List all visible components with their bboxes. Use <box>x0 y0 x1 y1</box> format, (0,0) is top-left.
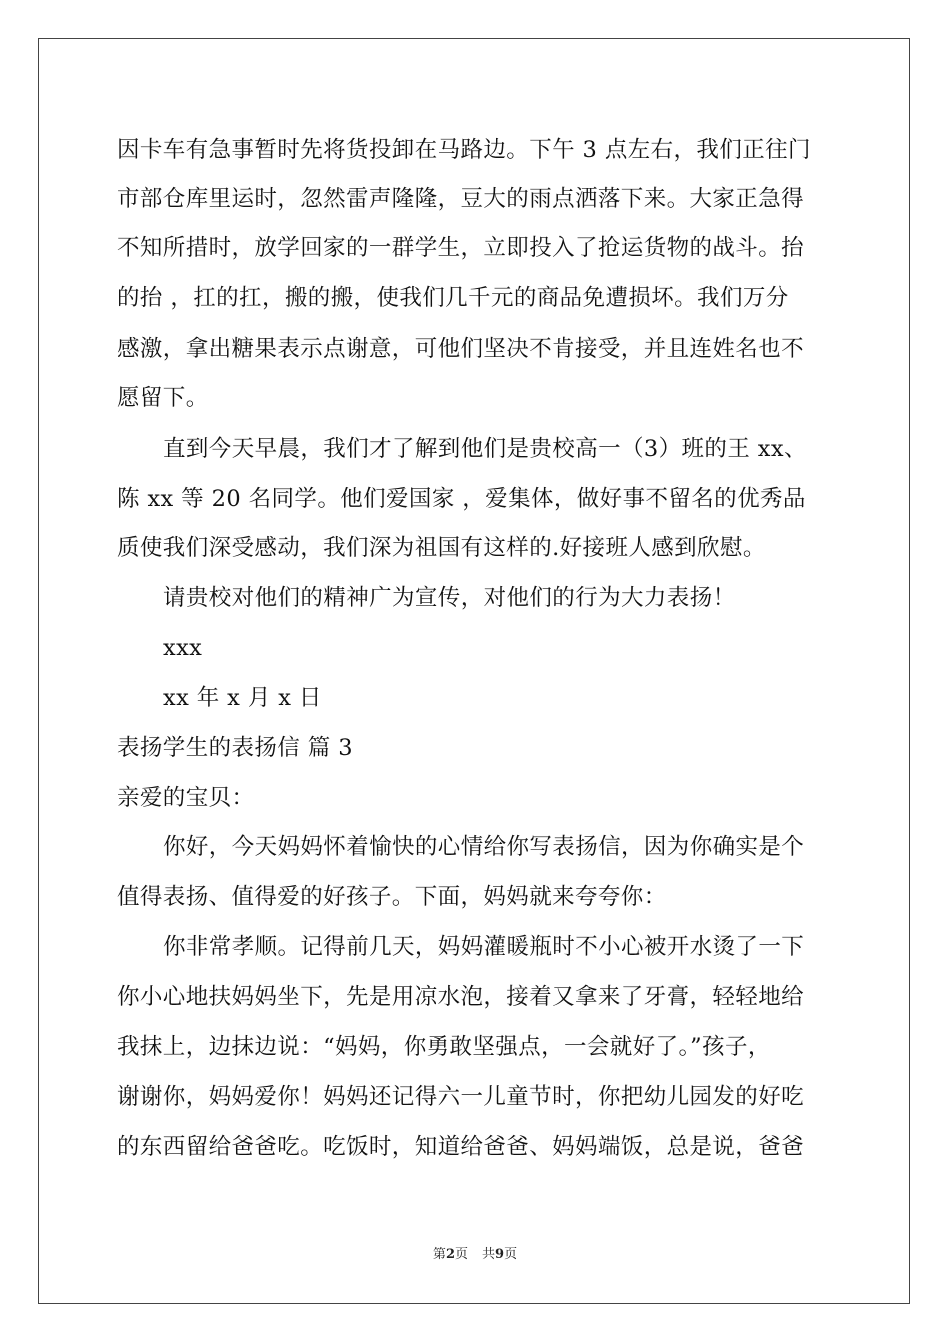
paragraph-start: 你好，今天妈妈怀着愉快的心情给你写表扬信，因为你确实是个 <box>163 834 805 860</box>
text-line: 不知所措时，放学回家的一群学生，立即投入了抢运货物的战斗。抬 <box>117 235 805 261</box>
total-page-number: 9 <box>495 1247 505 1262</box>
text-line: 值得表扬、值得爱的好孩子。下面，妈妈就来夸夸你： <box>117 884 667 910</box>
text-line: 的抬 ，扛的扛，搬的搬，使我们几千元的商品免遭损坏。我们万分 <box>117 285 789 311</box>
signature: xxx <box>163 635 203 661</box>
text-line: 我抹上，边抹边说：“妈妈，你勇敢坚强点，一会就好了。”孩子， <box>117 1034 771 1060</box>
paragraph-start: 你非常孝顺。记得前几天，妈妈灌暖瓶时不小心被开水烫了一下 <box>163 934 805 960</box>
text-line: 的东西留给爸爸吃。吃饭时，知道给爸爸、妈妈端饭，总是说，爸爸 <box>117 1134 805 1160</box>
text-line: 因卡车有急事暂时先将货投卸在马路边。下午 3 点左右，我们正往门 <box>117 137 811 163</box>
current-page-number: 2 <box>445 1247 455 1262</box>
total-suffix: 页 <box>504 1247 518 1262</box>
text-line: 你小心地扶妈妈坐下，先是用凉水泡，接着又拿来了牙膏，轻轻地给 <box>117 984 805 1010</box>
text-line: 市部仓库里运时，忽然雷声隆隆，豆大的雨点洒落下来。大家正急得 <box>117 186 805 212</box>
text-line: 愿留下。 <box>117 385 209 411</box>
total-prefix: 共 <box>482 1247 496 1262</box>
text-line: 质使我们深受感动，我们深为祖国有这样的.好接班人感到欣慰。 <box>117 535 766 561</box>
page-prefix: 第 <box>432 1247 446 1262</box>
text-line: 陈 xx 等 20 名同学。他们爱国家 ，爱集体，做好事不留名的优秀品 <box>117 486 806 512</box>
text-line: 感激，拿出糖果表示点谢意，可他们坚决不肯接受，并且连姓名也不 <box>117 336 805 362</box>
date-line: xx 年 x 月 x 日 <box>163 685 322 711</box>
paragraph-start: 请贵校对他们的精神广为宣传，对他们的行为大力表扬！ <box>163 585 736 611</box>
page-footer <box>0 1246 950 1264</box>
page-suffix: 页 <box>454 1247 468 1262</box>
section-heading: 表扬学生的表扬信 篇 3 <box>117 735 353 761</box>
paragraph-start: 直到今天早晨，我们才了解到他们是贵校高一（3）班的王 xx、 <box>163 436 807 462</box>
page-border <box>38 38 910 1304</box>
salutation: 亲爱的宝贝： <box>117 785 255 811</box>
text-line: 谢谢你，妈妈爱你！妈妈还记得六一儿童节时，你把幼儿园发的好吃 <box>117 1084 805 1110</box>
